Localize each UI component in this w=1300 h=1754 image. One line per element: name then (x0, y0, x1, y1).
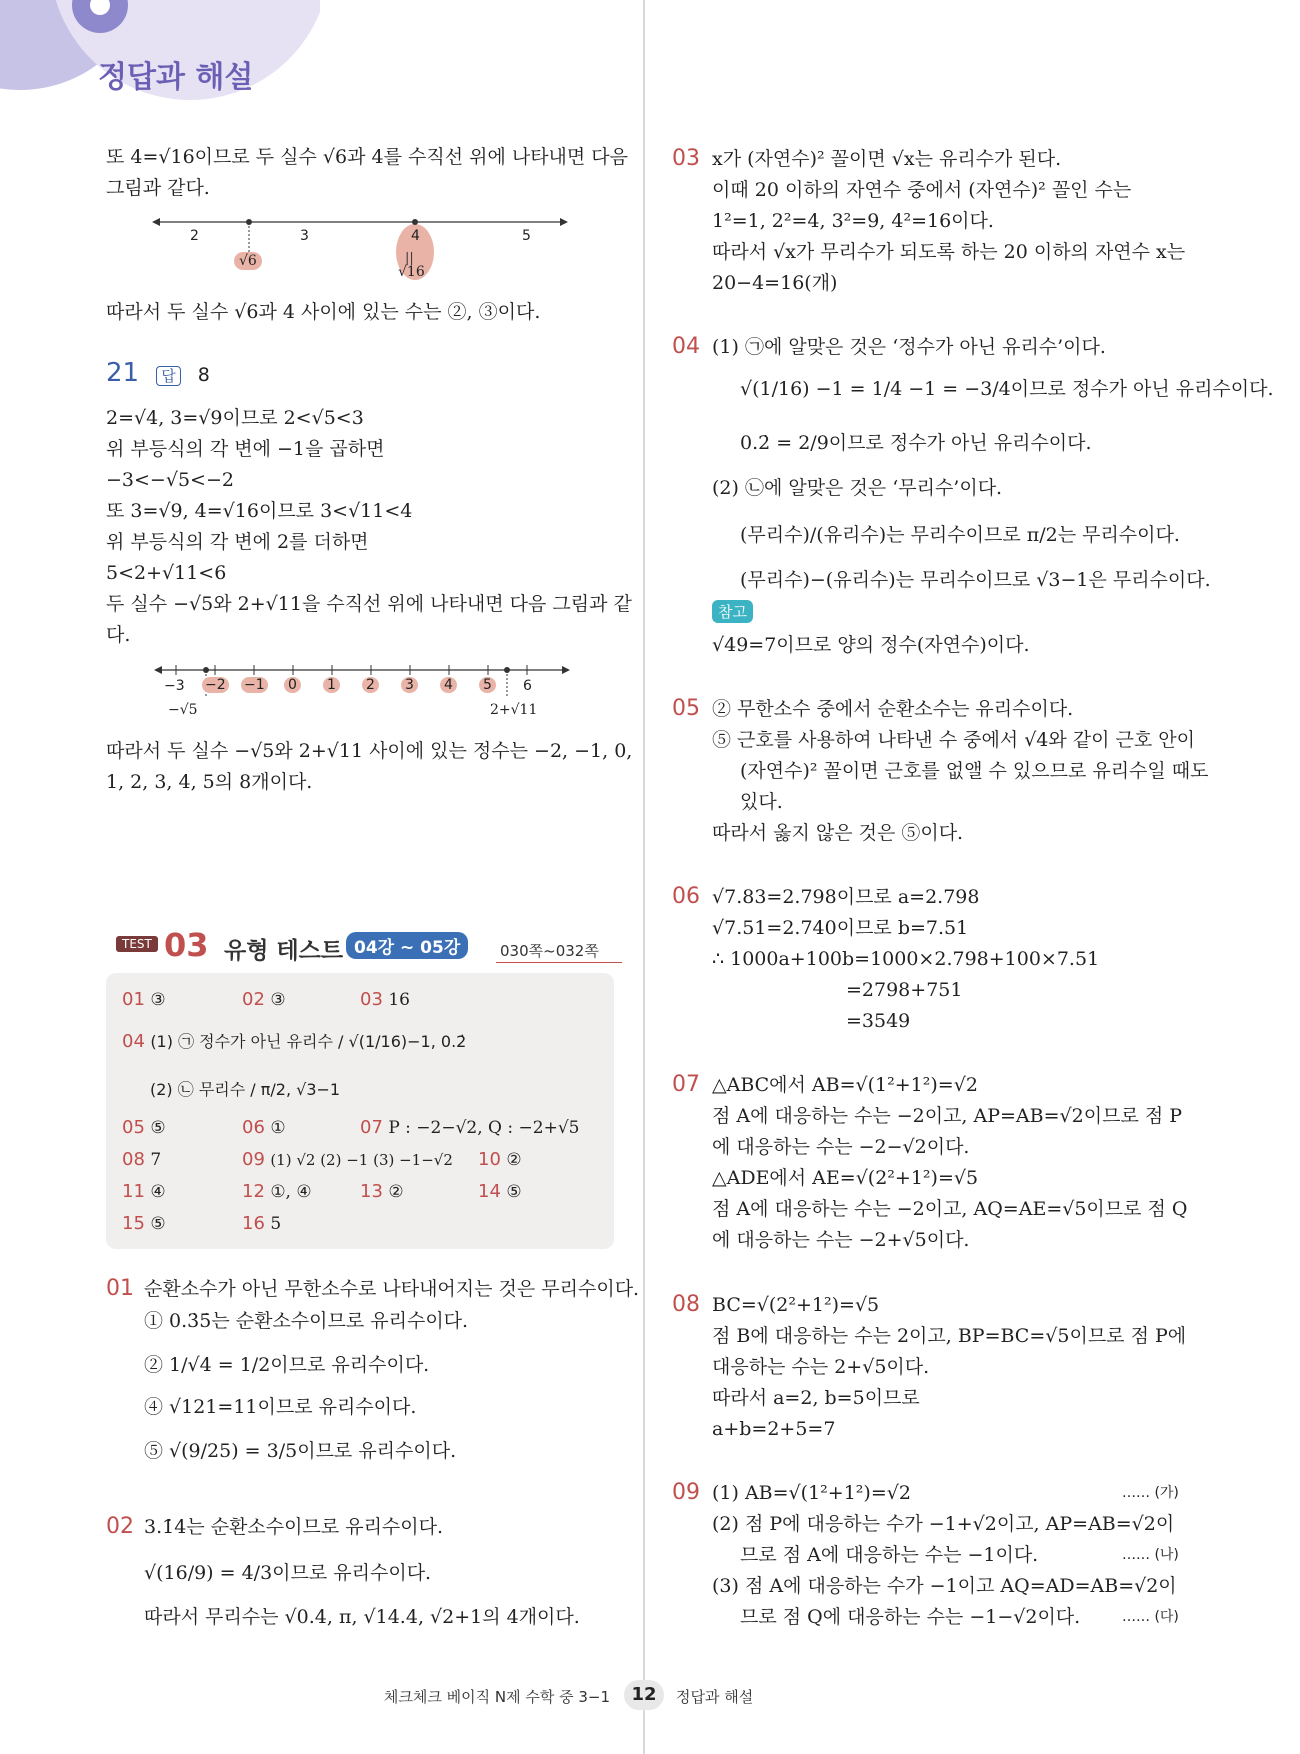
solution-line: 점 A에 대응하는 수는 −2이고, AQ=AE=√5이므로 점 Q (712, 1198, 1188, 1220)
answer-box (106, 973, 614, 1249)
answer-number: 08 (122, 1149, 145, 1170)
solution-line: 3.1̇4̇는 순환소수이므로 유리수이다. (144, 1516, 444, 1538)
solution-line: 2=√4, 3=√9이므로 2<√5<3 (106, 407, 364, 429)
solution-line: 에 대응하는 수는 −2+√5이다. (712, 1229, 970, 1251)
solution-line: 점 B에 대응하는 수는 2이고, BP=BC=√5이므로 점 P에 (712, 1325, 1187, 1347)
answer-entry (360, 1117, 579, 1138)
solution-line: (1) AB=√(1²+1²)=√2 (712, 1482, 911, 1504)
solution-line: (1) ㉠에 알맞은 것은 ‘정수가 아닌 유리수’이다. (712, 336, 1106, 358)
answer-value: ② (506, 1150, 522, 1170)
tick-label: 6 (523, 678, 532, 694)
mark-label: −√5 (168, 702, 198, 718)
answer-entry (122, 1181, 166, 1202)
answer-number: 03 (360, 989, 383, 1010)
solution-line: √7.83=2.798이므로 a=2.798 (712, 886, 980, 908)
answer-tag: 답 (156, 366, 181, 386)
answer-value: 16 (388, 990, 410, 1010)
solution-line: √7.51=2.740이므로 b=7.51 (712, 917, 969, 939)
solution-line: 이때 20 이하의 자연수 중에서 (자연수)² 꼴인 수는 (712, 179, 1132, 201)
tick-label: 2 (362, 677, 379, 693)
answer-value: ② (388, 1182, 404, 1202)
column-divider (643, 0, 645, 1754)
question-number: 21 (106, 358, 140, 388)
solution-line: =3549 (846, 1010, 911, 1032)
tick-label: 5 (479, 677, 496, 693)
solution-number: 05 (672, 696, 700, 721)
page-number: 12 (624, 1680, 664, 1710)
solution-line: 따라서 a=2, b=5이므로 (712, 1387, 920, 1409)
solution-line: △ABC에서 AB=√(1²+1²)=√2 (712, 1074, 978, 1096)
solution-line: (2) 점 P에 대응하는 수가 −1+√2이고, AP=AB=√2이 (712, 1513, 1175, 1535)
solution-line: △ADE에서 AE=√(2²+1²)=√5 (712, 1167, 979, 1189)
question-21-header (106, 358, 210, 388)
solution-line: 므로 점 A에 대응하는 수는 −1이다. (740, 1544, 1039, 1566)
solution-line: ⑤ √(9/25) = 3/5이므로 유리수이다. (144, 1440, 457, 1462)
note-tag: 참고 (712, 600, 753, 623)
solution-line: BC=√(2²+1²)=√5 (712, 1294, 880, 1316)
solution-line: 따라서 옳지 않은 것은 ⑤이다. (712, 822, 964, 844)
answer-entry (122, 989, 166, 1010)
solution-line: −3<−√5<−2 (106, 469, 234, 491)
test-number: 03 (164, 926, 209, 964)
answer-value: 7 (150, 1150, 162, 1170)
answer-number: 01 (122, 989, 145, 1010)
solution-line: x가 (자연수)² 꼴이면 √x는 유리수가 된다. (712, 148, 1062, 170)
paragraph-line: 또 4=√16이므로 두 실수 √6과 4를 수직선 위에 나타내면 다음 (106, 146, 629, 168)
solution-line: a+b=2+5=7 (712, 1418, 836, 1440)
answer-number: 15 (122, 1213, 145, 1234)
answer-entry (242, 1149, 453, 1170)
solution-number: 03 (672, 146, 700, 171)
tick-label: 3 (300, 228, 309, 244)
answer-number: 02 (242, 989, 265, 1010)
answer-number: 11 (122, 1181, 145, 1202)
answer-entry (122, 1149, 161, 1170)
test-pages: 030쪽~032쪽 (500, 942, 599, 960)
answer-value: ③ (270, 990, 286, 1010)
solution-line: 1²=1, 2²=4, 3²=9, 4²=16이다. (712, 210, 994, 232)
mark-label: 2+√11 (490, 702, 538, 718)
answer-entry (122, 1117, 166, 1138)
tick-label: 0 (284, 677, 301, 693)
answer-number: 13 (360, 1181, 383, 1202)
note-text: √49=7이므로 양의 정수(자연수)이다. (712, 634, 1030, 656)
solution-line: 다. (106, 624, 131, 646)
answer-value: 5 (270, 1214, 282, 1234)
footer-book-title: 체크체크 베이직 N제 수학 중 3−1 (383, 1688, 610, 1706)
solution-line: 점 A에 대응하는 수는 −2이고, AP=AB=√2이므로 점 P (712, 1105, 1183, 1127)
solution-line: (자연수)² 꼴이면 근호를 없앨 수 있으므로 유리수일 때도 (740, 760, 1209, 782)
conclusion-text: 따라서 두 실수 √6과 4 사이에 있는 수는 ②, ③이다. (106, 301, 541, 323)
conclusion-text: 1, 2, 3, 4, 5의 8개이다. (106, 771, 313, 793)
solution-line: 두 실수 −√5와 2+√11을 수직선 위에 나타내면 다음 그림과 같 (106, 593, 632, 615)
solution-line: √(16/9) = 4/3이므로 유리수이다. (144, 1562, 432, 1584)
step-tag: …… (나) (1122, 1547, 1179, 1563)
solution-line: 따라서 무리수는 √0.4, π, √14.4, √2+1의 4개이다. (144, 1606, 580, 1628)
answer-value: P : −2−√2, Q : −2+√5 (388, 1118, 580, 1138)
answer-entry (478, 1181, 522, 1202)
conclusion-text: 따라서 두 실수 −√5와 2+√11 사이에 있는 정수는 −2, −1, 0, (106, 740, 633, 762)
tick-label: −1 (241, 677, 268, 693)
solution-line: 므로 점 Q에 대응하는 수는 −1−√2이다. (740, 1606, 1081, 1628)
page-header-title: 정답과 해설 (98, 60, 254, 95)
solution-line: (3) 점 A에 대응하는 수가 −1이고 AQ=AD=AB=√2이 (712, 1575, 1177, 1597)
answer-entry (360, 989, 410, 1010)
answer-value: ⑤ (150, 1118, 166, 1138)
answer-number: 14 (478, 1181, 501, 1202)
answer-value: ① (270, 1118, 286, 1138)
solution-number: 02 (106, 1514, 134, 1539)
answer-entry (360, 1181, 404, 1202)
solution-line: 0.2̇ = 2/9이므로 정수가 아닌 유리수이다. (740, 432, 1092, 454)
tick-label: 3 (401, 677, 418, 693)
solution-line: (무리수)/(유리수)는 무리수이므로 π/2는 무리수이다. (740, 524, 1180, 546)
solution-line: 순환소수가 아닌 무한소수로 나타내어지는 것은 무리수이다. (144, 1278, 640, 1300)
answer-number: 12 (242, 1181, 265, 1202)
tick-label: 4 (411, 228, 420, 244)
answer-value: 8 (197, 364, 210, 386)
test-header (116, 928, 622, 964)
solution-line: ∴ 1000a+100b=1000×2.798+100×7.51 (712, 948, 1100, 970)
answer-value: ⑤ (150, 1214, 166, 1234)
tick-label: 4 (440, 677, 457, 693)
answer-number: 06 (242, 1117, 265, 1138)
solution-line: =2798+751 (846, 979, 963, 1001)
tick-label: 2 (190, 228, 199, 244)
answer-value: ⑤ (506, 1182, 522, 1202)
answer-number: 10 (478, 1149, 501, 1170)
solution-number: 09 (672, 1480, 700, 1505)
solution-number: 04 (672, 334, 700, 359)
solution-line: ② 1/√4 = 1/2이므로 유리수이다. (144, 1354, 430, 1376)
tick-label: 5 (522, 228, 531, 244)
solution-number: 01 (106, 1276, 134, 1301)
answer-number: 07 (360, 1117, 383, 1138)
solution-line: ① 0.3̇5̇는 순환소수이므로 유리수이다. (144, 1310, 469, 1332)
answer-entry (478, 1149, 522, 1170)
test-title: 유형 테스트 (224, 938, 344, 964)
step-tag: …… (가) (1122, 1485, 1179, 1501)
answer-entry (242, 1117, 286, 1138)
solution-line: ⑤ 근호를 사용하여 나타낸 수 중에서 √4와 같이 근호 안이 (712, 729, 1195, 751)
solution-line: 있다. (740, 791, 783, 813)
answer-entry (122, 1213, 166, 1234)
mark-label: √16 (398, 264, 425, 280)
answer-value: ③ (150, 990, 166, 1010)
paragraph-line: 그림과 같다. (106, 177, 210, 199)
solution-line: 위 부등식의 각 변에 −1을 곱하면 (106, 438, 385, 460)
answer-entry (122, 1029, 466, 1052)
solution-number: 06 (672, 884, 700, 909)
solution-line: 또 3=√9, 4=√16이므로 3<√11<4 (106, 500, 413, 522)
answer-value: ①, ④ (270, 1182, 312, 1202)
tick-label: −3 (164, 678, 185, 694)
solution-line: 5<2+√11<6 (106, 562, 227, 584)
tick-label: −2 (202, 677, 229, 693)
solution-line: 20−4=16(개) (712, 272, 838, 294)
solution-line: 따라서 √x가 무리수가 되도록 하는 20 이하의 자연수 x는 (712, 241, 1186, 263)
solution-line: ④ √121=11이므로 유리수이다. (144, 1396, 417, 1418)
solution-line: 대응하는 수는 2+√5이다. (712, 1356, 930, 1378)
solution-line: (무리수)−(유리수)는 무리수이므로 √3−1은 무리수이다. (740, 569, 1211, 591)
answer-value: ④ (150, 1182, 166, 1202)
answer-value: (2) ㉡ 무리수 / π/2, √3−1 (150, 1080, 341, 1099)
answer-entry (242, 1181, 312, 1202)
mark-label: √6 (234, 252, 262, 270)
answer-number: 09 (242, 1149, 265, 1170)
tick-label: 1 (323, 677, 340, 693)
answer-number: 16 (242, 1213, 265, 1234)
answer-entry (242, 989, 286, 1010)
solution-line: (2) ㉡에 알맞은 것은 ‘무리수’이다. (712, 477, 1003, 499)
test-label: TEST (116, 936, 158, 952)
solution-line: 위 부등식의 각 변에 2를 더하면 (106, 531, 369, 553)
solution-number: 08 (672, 1292, 700, 1317)
solution-line: 에 대응하는 수는 −2−√2이다. (712, 1136, 970, 1158)
answer-value: (1) ㉠ 정수가 아닌 유리수 / √(1/16)−1, 0.2̇ (150, 1032, 467, 1051)
solution-line: ② 무한소수 중에서 순환소수는 유리수이다. (712, 698, 1074, 720)
step-tag: …… (다) (1122, 1609, 1179, 1625)
solution-line: √(1/16) −1 = 1/4 −1 = −3/4이므로 정수가 아닌 유리수이다. (740, 378, 1274, 400)
answer-number: 05 (122, 1117, 145, 1138)
svg-text:||: || (405, 251, 414, 266)
test-range: 04강 ~ 05강 (346, 932, 468, 959)
solution-number: 07 (672, 1072, 700, 1097)
answer-value: (1) √2 (2) −1 (3) −1−√2 (270, 1151, 453, 1169)
footer-section: 정답과 해설 (676, 1688, 754, 1706)
answer-number: 04 (122, 1031, 145, 1052)
answer-entry (242, 1213, 281, 1234)
